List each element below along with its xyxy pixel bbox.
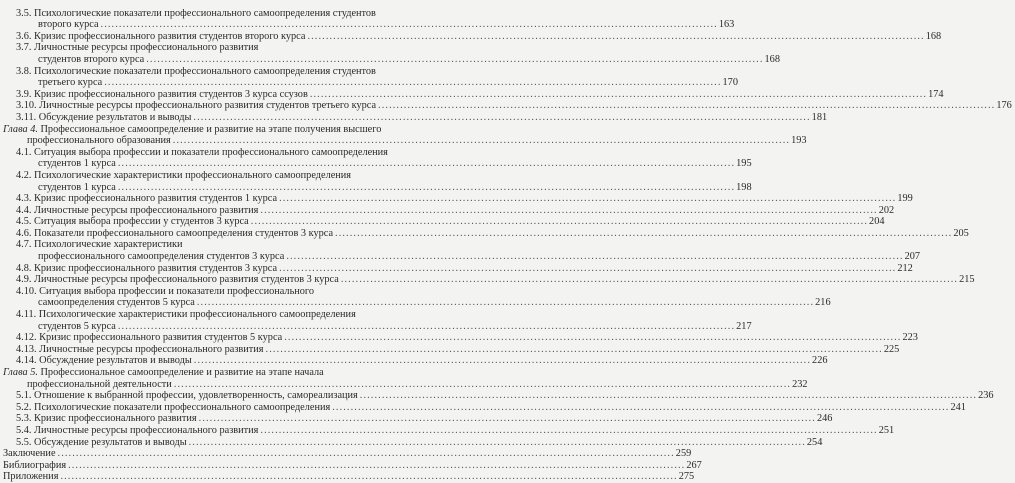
toc-entry-number: 4.9. xyxy=(16,274,32,286)
toc-entry-number: Глава 4. xyxy=(3,123,38,135)
toc-entry-title: Личностные ресурсы профессионального развития xyxy=(34,204,259,216)
toc-entry-text xyxy=(16,274,339,286)
toc-line xyxy=(0,471,695,483)
toc-entry-number: Глава 5. xyxy=(3,367,38,378)
toc-entry-text xyxy=(38,77,102,89)
toc-line xyxy=(0,53,780,66)
toc-entry-number: 4.10. xyxy=(16,285,37,297)
toc-entry-number: 4.3. xyxy=(16,193,32,205)
toc-page-number: 195 xyxy=(736,158,752,170)
toc-page-number: 174 xyxy=(928,88,944,100)
toc-line xyxy=(0,262,913,275)
toc-line xyxy=(0,124,410,136)
toc-line xyxy=(0,170,410,182)
toc-page-number: 168 xyxy=(925,30,942,42)
toc-entry-text xyxy=(16,8,376,20)
toc-entry-title: Ситуация выбора профессии у студентов 3 курса xyxy=(34,216,249,228)
toc-line xyxy=(0,66,410,78)
toc-leader-dots xyxy=(174,379,791,391)
toc-entry-title: второго курса xyxy=(38,19,99,31)
toc-line xyxy=(0,401,966,414)
toc-entry-text xyxy=(38,19,99,31)
toc-line xyxy=(0,204,895,217)
toc-entry-title: Кризис профессионального развития студентов второго курса xyxy=(34,30,306,42)
toc-page-number: 181 xyxy=(811,111,828,123)
toc-entry-text xyxy=(16,100,376,112)
toc-entry-number: 5.4. xyxy=(16,424,32,436)
toc-entry-text xyxy=(16,228,333,240)
toc-leader-dots xyxy=(60,471,677,483)
toc-page-number: 170 xyxy=(722,77,738,89)
toc-line xyxy=(0,8,410,20)
toc-entry-number: 4.6. xyxy=(16,227,32,239)
toc-entry-text xyxy=(16,344,264,356)
toc-line xyxy=(0,297,831,309)
toc-line xyxy=(0,88,944,101)
toc-leader-dots xyxy=(251,216,868,228)
toc-entry-text xyxy=(3,367,324,379)
toc-line xyxy=(0,111,828,124)
toc-entry-text xyxy=(16,193,277,205)
toc-page-number: 267 xyxy=(686,459,702,471)
toc-entry-title: Заключение xyxy=(3,448,56,460)
toc-leader-dots xyxy=(279,193,896,205)
toc-line xyxy=(0,77,738,89)
toc-line xyxy=(0,193,913,205)
toc-entry-number: 3.8. xyxy=(16,65,32,77)
toc-entry-text xyxy=(16,239,183,251)
toc-entry-title: Психологические показатели профессионального самоопределения студентов xyxy=(34,65,376,77)
toc-page-number: 275 xyxy=(678,471,695,483)
toc-entry-number: 3.5. xyxy=(16,7,32,19)
toc-entry-title: профессиональной деятельности xyxy=(27,378,172,390)
toc-entry-title: студентов 1 курса xyxy=(38,181,116,193)
toc-line xyxy=(0,19,735,31)
toc-leader-dots xyxy=(341,274,958,286)
toc-entry-text xyxy=(38,54,144,66)
toc-entry-text xyxy=(16,425,258,437)
toc-leader-dots xyxy=(266,344,883,356)
toc-line xyxy=(0,181,752,194)
toc-page-number: 251 xyxy=(878,424,895,436)
toc-entry-number: 3.11. xyxy=(16,111,37,123)
toc-entry-number: 4.5. xyxy=(16,216,32,228)
toc-entry-number: 4.14. xyxy=(16,355,37,367)
toc-entry-number: 4.11. xyxy=(16,309,37,321)
toc-line xyxy=(0,332,918,344)
toc-line xyxy=(0,251,921,263)
toc-line xyxy=(0,378,808,391)
toc-entry-text xyxy=(16,205,258,217)
toc-entry-title: Личностные ресурсы профессионального развития студентов 3 курса xyxy=(34,274,339,286)
toc-line xyxy=(0,0,410,8)
toc-page-number: 199 xyxy=(897,193,913,205)
toc-leader-dots xyxy=(197,297,814,309)
toc-entry-title: Кризис профессионального развития студентов 5 курса xyxy=(39,332,283,344)
toc-line xyxy=(0,309,410,321)
toc-entry-title: Кризис профессионального развития студентов 1 курса xyxy=(34,193,278,205)
toc-page-number: 193 xyxy=(791,135,807,147)
toc-entry-number: 3.10. xyxy=(16,100,37,112)
toc-entry-text xyxy=(38,251,284,263)
toc-entry-text xyxy=(16,402,330,414)
toc-page-number: 207 xyxy=(904,251,921,263)
toc-line xyxy=(0,367,410,379)
toc-page-number: 204 xyxy=(869,216,885,228)
toc-entry-text xyxy=(38,297,195,309)
toc-page-number: 225 xyxy=(883,343,900,355)
toc-entry-number: 4.4. xyxy=(16,204,32,216)
toc-entry-title: Личностные ресурсы профессионального развития xyxy=(34,424,259,436)
toc-entry-title: Психологические характеристики профессионального самоопределения xyxy=(34,169,352,181)
toc-page-number: 226 xyxy=(812,355,828,367)
toc-line xyxy=(0,100,1012,112)
toc-page-number: 205 xyxy=(953,227,969,239)
toc-entry-text xyxy=(16,309,356,321)
toc-page-number: 217 xyxy=(736,320,752,332)
toc-entry-title: студентов 5 курса xyxy=(38,320,116,332)
toc-page-number: 215 xyxy=(959,274,975,286)
toc-leader-dots xyxy=(193,112,810,124)
toc-leader-dots xyxy=(146,54,763,66)
toc-entry-number: 5.1. xyxy=(16,390,32,402)
toc-entry-number: 3.7. xyxy=(16,42,32,54)
toc-page-number: 232 xyxy=(792,378,808,390)
toc-entry-number: 5.5. xyxy=(16,436,32,448)
toc-entry-text xyxy=(27,135,171,147)
toc-line xyxy=(0,343,900,356)
toc-entry-number: 4.8. xyxy=(16,262,32,274)
toc-leader-dots xyxy=(286,251,903,263)
toc-line xyxy=(0,227,969,240)
toc-entry-number: 5.2. xyxy=(16,401,32,413)
toc-page-number: 212 xyxy=(897,262,913,274)
toc-leader-dots xyxy=(68,460,685,472)
toc-entry-text xyxy=(3,124,381,136)
toc-entry-number: 5.3. xyxy=(16,413,32,425)
toc-entry-title: Обсуждение результатов и выводы xyxy=(34,436,187,448)
toc-entry-title: третьего курса xyxy=(38,77,103,89)
toc-entry-number: 3.6. xyxy=(16,30,32,42)
toc-entry-title: Личностные ресурсы профессионального развития xyxy=(39,343,264,355)
toc-entry-text xyxy=(16,216,249,228)
toc-entry-title: самоопределения студентов 5 курса xyxy=(38,297,195,309)
toc-entry-title: Личностные ресурсы профессионального развития xyxy=(34,42,259,54)
toc-entry-text xyxy=(16,332,282,344)
toc-page-number: 163 xyxy=(718,19,735,31)
toc-entry-text xyxy=(16,112,191,124)
toc-entry-title: Ситуация выбора профессии и показатели профессионального самоопределения xyxy=(34,146,388,158)
toc-entry-text xyxy=(16,286,314,298)
toc-line xyxy=(0,459,702,472)
toc-leader-dots xyxy=(332,402,949,414)
toc-entry-number: 4.7. xyxy=(16,239,32,251)
toc-entry-text xyxy=(3,448,56,460)
toc-entry-text xyxy=(16,263,277,275)
toc-line xyxy=(0,320,752,333)
toc-leader-dots xyxy=(101,19,718,31)
toc-entry-text xyxy=(16,42,258,54)
toc-entry-title: студентов 1 курса xyxy=(38,158,116,170)
toc-leader-dots xyxy=(360,390,977,402)
toc-entry-title: студентов второго курса xyxy=(38,53,145,65)
toc-entry-title: Кризис профессионального развития студентов 3 курса xyxy=(34,262,278,274)
toc-entry-text xyxy=(16,390,358,402)
toc-page-number: 241 xyxy=(950,401,966,413)
toc-leader-dots xyxy=(284,332,901,344)
toc-line xyxy=(0,448,692,460)
toc-entry-title: Приложения xyxy=(3,471,59,483)
toc-entry-text xyxy=(16,89,308,101)
toc-entry-title: профессионального самоопределения студентов 3 курса xyxy=(38,251,285,263)
toc-entry-text xyxy=(16,31,305,43)
toc-leader-dots xyxy=(173,135,790,147)
toc-line xyxy=(0,135,807,147)
toc-entry-text xyxy=(16,147,388,159)
toc-line xyxy=(0,274,975,286)
toc-entry-title: Ситуация выбора профессии и показатели профессионального xyxy=(39,285,315,297)
toc-leader-dots xyxy=(194,355,811,367)
toc-line xyxy=(0,413,833,425)
toc-entry-title: Психологические показатели профессионального самоопределения студентов xyxy=(34,7,376,19)
toc-line xyxy=(0,239,410,251)
toc-leader-dots xyxy=(189,437,806,449)
toc-leader-dots xyxy=(58,448,675,460)
toc-entry-text xyxy=(3,471,58,483)
toc-entry-title: профессионального образования xyxy=(27,135,171,147)
toc-entry-title: Отношение к выбранной профессии, удовлетворенность, самореализация xyxy=(34,390,358,402)
toc-entry-number: 4.12. xyxy=(16,332,37,344)
toc-leader-dots xyxy=(279,263,896,275)
toc-entry-text xyxy=(27,379,172,391)
toc-page-number: 223 xyxy=(902,332,918,344)
toc-entry-text xyxy=(16,66,376,78)
toc-entry-title: Личностные ресурсы профессионального развития студентов третьего курса xyxy=(39,100,377,112)
toc-leader-dots xyxy=(310,89,927,101)
toc-entry-title: Обсуждение результатов и выводы xyxy=(38,111,192,123)
toc-leader-dots xyxy=(118,158,735,170)
toc-page-number: 198 xyxy=(736,181,752,193)
toc-entry-text xyxy=(16,170,351,182)
toc-entry-text xyxy=(38,321,116,333)
toc-entry-title: Кризис профессионального развития xyxy=(34,413,197,425)
toc-leader-dots xyxy=(378,100,995,112)
toc-line xyxy=(0,355,828,367)
toc-page-number: 246 xyxy=(816,413,833,425)
toc-page-number: 216 xyxy=(815,297,831,309)
toc-entry-text xyxy=(38,182,116,194)
toc-line xyxy=(0,424,895,437)
toc-entry-number: 4.13. xyxy=(16,343,37,355)
toc-line xyxy=(0,30,942,43)
toc-entry-title: Показатели профессионального самоопределения студентов 3 курса xyxy=(34,227,334,239)
toc-leader-dots xyxy=(118,321,735,333)
toc-entry-number: 3.9. xyxy=(16,88,32,100)
toc-entry-title: Кризис профессионального развития студентов 3 курса ссузов xyxy=(34,88,308,100)
toc-entry-number: 4.2. xyxy=(16,169,32,181)
toc-leader-dots xyxy=(104,77,721,89)
toc-entry-title: Психологические характеристики xyxy=(34,239,183,251)
toc-line xyxy=(0,436,823,449)
toc-leader-dots xyxy=(335,228,952,240)
toc-entry-number: 4.1. xyxy=(16,146,32,158)
toc-leader-dots xyxy=(199,413,816,425)
toc-page-number: 176 xyxy=(996,100,1012,112)
toc-entry-title: Профессиональное самоопределение и развитие на этапе начала xyxy=(40,367,324,378)
toc-page-number: 168 xyxy=(764,53,780,65)
toc-entry-text xyxy=(38,158,116,170)
toc-page-number: 236 xyxy=(978,390,994,402)
toc-leader-dots xyxy=(260,205,877,217)
toc-line xyxy=(0,42,410,54)
toc-entry-title: Обсуждение результатов и выводы xyxy=(39,355,192,367)
toc-entry-text xyxy=(3,460,66,472)
toc-entry-title: Психологические характеристики профессионального самоопределения xyxy=(38,309,356,321)
toc-line xyxy=(0,216,885,228)
toc-line xyxy=(0,147,410,159)
toc-line xyxy=(0,286,410,298)
toc-page-number: 202 xyxy=(878,204,895,216)
toc-leader-dots xyxy=(307,31,924,43)
toc-page-number: 259 xyxy=(675,448,692,460)
toc-entry-title: Психологические показатели профессионального самоопределения xyxy=(34,401,331,413)
toc-leader-dots xyxy=(118,182,735,194)
toc-entry-text xyxy=(16,413,197,425)
toc-entry-text xyxy=(16,437,187,449)
toc-entry-title: Профессиональное самоопределение и развитие на этапе получения высшего xyxy=(40,123,382,135)
toc-entry-text xyxy=(16,355,192,367)
toc-leader-dots xyxy=(260,425,877,437)
toc-line xyxy=(0,390,994,402)
toc-line xyxy=(0,158,752,170)
toc-entry-title: Библиография xyxy=(3,459,67,471)
toc-page-number: 254 xyxy=(806,436,823,448)
